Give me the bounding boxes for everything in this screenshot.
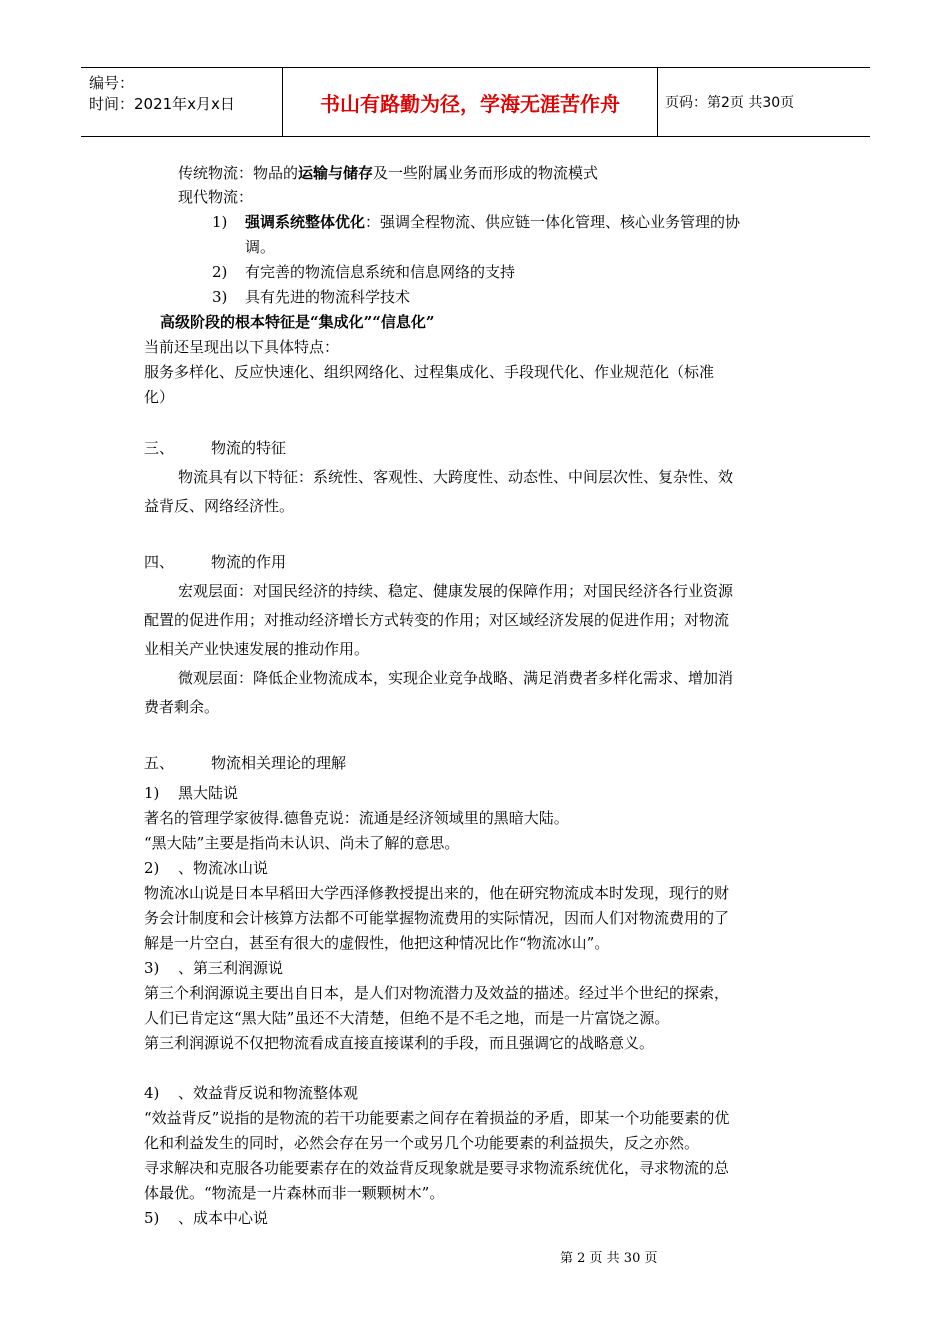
theory-3-heading: 3) 、第三利润源说 — [144, 959, 284, 977]
theory-4-para-2: 化和利益发生的同时，必然会存在另一个或另几个功能要素的利益损失，反之亦然。 — [144, 1134, 700, 1152]
theory-2-para-3: 解是一片空白，甚至有很大的虚假性，他把这种情况比作“物流冰山”。 — [144, 934, 610, 952]
theory-3-para-1: 第三个利润源说主要出自日本，是人们对物流潜力及效益的描述。经过半个世纪的探索， — [144, 984, 730, 1002]
theory-2-para-1: 物流冰山说是日本早稻田大学西泽修教授提出来的，他在研究物流成本时发现，现行的财 — [144, 884, 730, 902]
section-4-heading: 四、 物流的作用 — [144, 553, 287, 571]
section-3-para-2: 益背反、网络经济性。 — [144, 497, 295, 515]
section-4-para-1: 宏观层面：对国民经济的持续、稳定、健康发展的保障作用；对国民经济各行业资源 — [178, 582, 734, 600]
theory-3-para-3: 第三利润源说不仅把物流看成直接直接谋利的手段，而且强调它的战略意义。 — [144, 1034, 655, 1052]
traditional-logistics-line: 传统物流：物品的运输与储存及一些附属业务而形成的物流模式 — [178, 164, 599, 182]
page-footer: 第 2 页 共 30 页 — [560, 1251, 658, 1266]
section-3-para-1: 物流具有以下特征：系统性、客观性、大跨度性、动态性、中间层次性、复杂性、效 — [178, 468, 734, 486]
header-meta — [81, 68, 283, 136]
theory-4-heading: 4) 、效益背反说和物流整体观 — [144, 1084, 359, 1102]
theory-2-para-2: 务会计制度和会计核算方法都不可能掌握物流费用的实际情况，因而人们对物流费用的了 — [144, 909, 730, 927]
features-line-1: 服务多样化、反应快速化、组织网络化、过程集成化、手段现代化、作业规范化（标准 — [144, 363, 715, 381]
section-4-para-4: 微观层面：降低企业物流成本，实现企业竞争战略、满足消费者多样化需求、增加消 — [178, 669, 734, 687]
theory-2-heading: 2) 、物流冰山说 — [144, 859, 269, 877]
date-label: 时间：2021年x月x日 — [89, 95, 235, 113]
section-3-heading: 三、 物流的特征 — [144, 439, 287, 457]
section-4-para-5: 费者剩余。 — [144, 698, 220, 716]
list-item-3: 3) 具有先进的物流科学技术 — [212, 288, 411, 306]
list-item-1: 1) 强调系统整体优化：强调全程物流、供应链一体化管理、核心业务管理的协 — [212, 213, 741, 231]
section-4-para-2: 配置的促进作用；对推动经济增长方式转变的作用；对区域经济发展的促进作用；对物流 — [144, 611, 730, 629]
page-header — [81, 67, 870, 137]
theory-3-para-2: 人们已肯定这“黑大陆”虽还不大清楚，但绝不是不毛之地，而是一片富饶之源。 — [144, 1009, 670, 1027]
theory-4-para-1: “效益背反”说指的是物流的若干功能要素之间存在着损益的矛盾，即某一个功能要素的优 — [144, 1109, 730, 1127]
modern-logistics-line: 现代物流： — [178, 188, 254, 206]
header-motto: 书山有路勤为径，学海无涯苦作舟 — [283, 68, 658, 136]
theory-1-para-1: 著名的管理学家彼得.德鲁克说：流通是经济领域里的黑暗大陆。 — [144, 809, 569, 827]
theory-4-para-4: 体最优。“物流是一片森林而非一颗颗树木”。 — [144, 1184, 445, 1202]
features-line-2: 化） — [144, 388, 175, 406]
code-label: 编号： — [89, 74, 135, 92]
theory-1-heading: 1) 黑大陆说 — [144, 784, 239, 802]
theory-5-heading: 5) 、成本中心说 — [144, 1209, 269, 1227]
list-item-2: 2) 有完善的物流信息系统和信息网络的支持 — [212, 263, 516, 281]
current-features-intro: 当前还呈现出以下具体特点： — [144, 338, 340, 356]
theory-1-para-2: “黑大陆”主要是指尚未认识、尚未了解的意思。 — [144, 834, 460, 852]
section-4-para-3: 业相关产业快速发展的推动作用。 — [144, 640, 370, 658]
list-item-1-cont: 调。 — [245, 238, 276, 256]
header-page-info: 页码：第2页 共30页 — [665, 95, 795, 111]
advanced-stage-line: 高级阶段的根本特征是“集成化”“信息化” — [160, 313, 435, 331]
theory-4-para-3: 寻求解决和克服各功能要素存在的效益背反现象就是要寻求物流系统优化，寻求物流的总 — [144, 1159, 730, 1177]
section-5-heading: 五、 物流相关理论的理解 — [144, 754, 347, 772]
